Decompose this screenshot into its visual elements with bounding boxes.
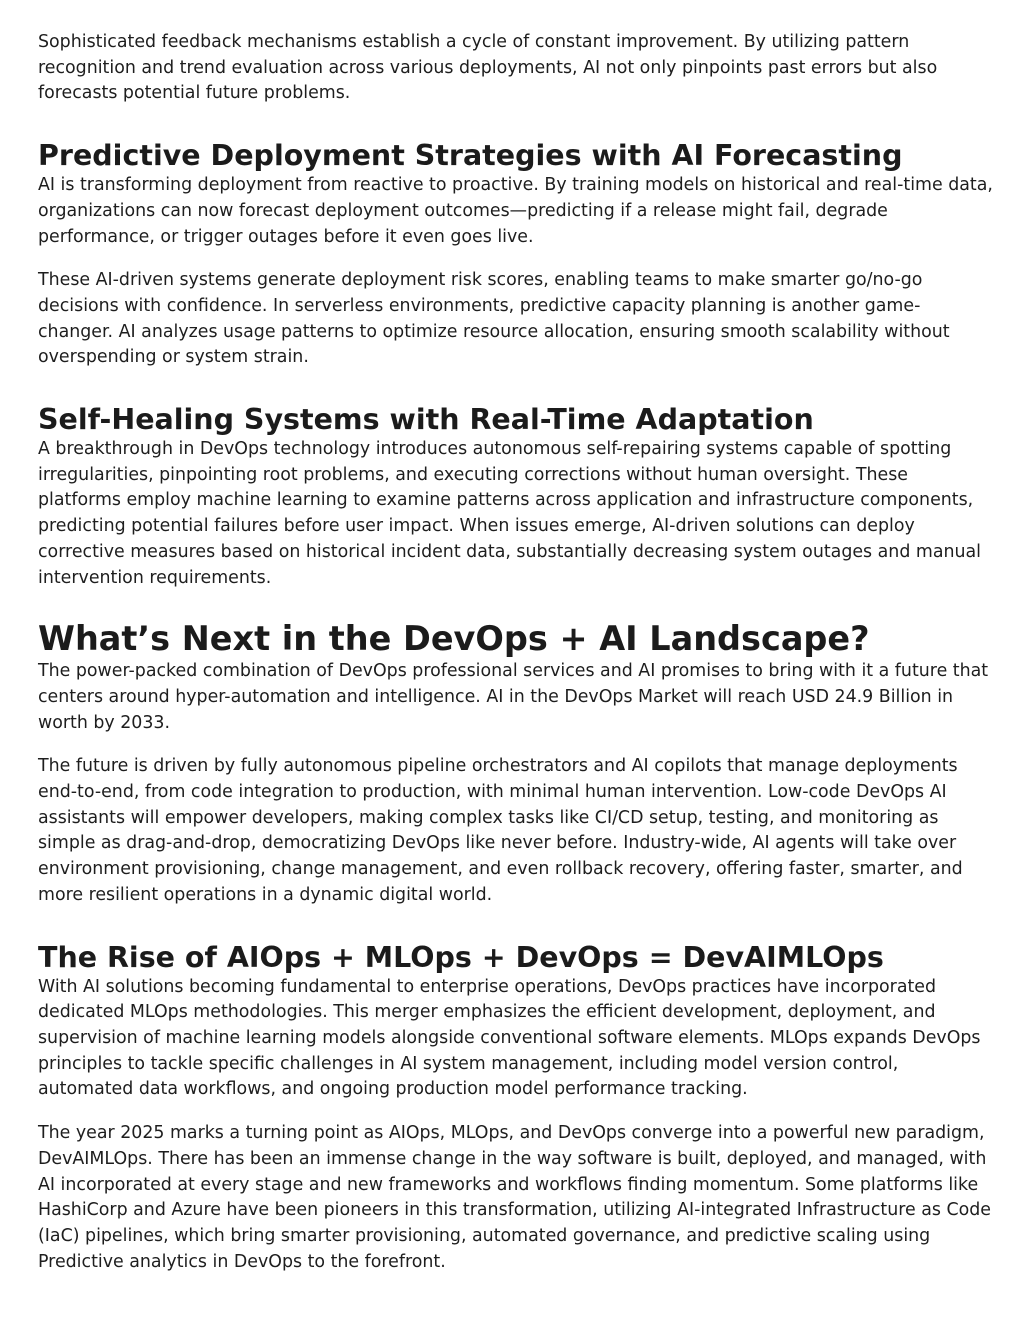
section-heading-devaimlops: The Rise of AIOps + MLOps + DevOps = DevAIMLOps <box>38 940 884 974</box>
section-heading-predictive-deployment: Predictive Deployment Strategies with AI Forecasting <box>38 139 903 173</box>
intro-paragraph: Sophisticated feedback mechanisms establish a cycle of constant improvement. By utilizing pattern recognition and trend evaluation across various deployments, AI not only pinpoints past errors but also forecasts potential future problems. <box>38 32 938 104</box>
section-heading-self-healing: Self-Healing Systems with Real-Time Adaptation <box>38 403 814 437</box>
section-paragraph: With AI solutions becoming fundamental to enterprise operations, DevOps practices have incorporated dedicated MLOps methodologies. This merger emphasizes the efficient development, deployment, and supervision of machine learning models alongside conventional software elements. MLOps expands DevOps principles to tackle specific challenges in AI system management, including model version control, automated data workflows, and ongoing production model performance tracking. <box>38 976 981 1100</box>
section-heading-whats-next: What’s Next in the DevOps + AI Landscape? <box>38 619 870 659</box>
section-paragraph: AI is transforming deployment from reactive to proactive. By training models on historical and real-time data, organizations can now forecast deployment outcomes—predicting if a release might fail, degrade performance, or trigger outages before it even goes live. <box>38 175 993 247</box>
section-paragraph: The year 2025 marks a turning point as AIOps, MLOps, and DevOps converge into a powerful new paradigm, DevAIMLOps. There has been an immense change in the way software is built, deployed, and managed, with AI incorporated at every stage and new frameworks and workflows finding momentum. Some platforms like HashiCorp and Azure have been pioneers in this transformation, utilizing AI-integrated Infrastructure as Code (IaC) pipelines, which bring smarter provisioning, automated governance, and predictive scaling using Predictive analytics in DevOps to the forefront. <box>38 1123 991 1272</box>
section-paragraph: The power-packed combination of DevOps professional services and AI promises to bring with it a future that centers around hyper-automation and intelligence. AI in the DevOps Market will reach USD 24.9 Billion in worth by 2033. <box>38 661 989 733</box>
section-paragraph: These AI-driven systems generate deployment risk scores, enabling teams to make smarter go/no-go decisions with confidence. In serverless environments, predictive capacity planning is another game-changer. AI analyzes usage patterns to optimize resource allocation, ensuring smooth scalability without overspending or system strain. <box>38 270 950 368</box>
section-paragraph: A breakthrough in DevOps technology introduces autonomous self-repairing systems capable of spotting irregularities, pinpointing root problems, and executing corrections without human oversight. These platforms employ machine learning to examine patterns across application and infrastructure components, predicting potential failures before user impact. When issues emerge, AI-driven solutions can deploy corrective measures based on historical incident data, substantially decreasing system outages and manual intervention requirements. <box>38 439 982 588</box>
section-paragraph: The future is driven by fully autonomous pipeline orchestrators and AI copilots that manage deployments end-to-end, from code integration to production, with minimal human intervention. Low-code DevOps AI assistants will empower developers, making complex tasks like CI/CD setup, testing, and monitoring as simple as drag-and-drop, democratizing DevOps like never before. Industry-wide, AI agents will take over environment provisioning, change management, and even rollback recovery, offering faster, smarter, and more resilient operations in a dynamic digital world. <box>38 756 963 905</box>
